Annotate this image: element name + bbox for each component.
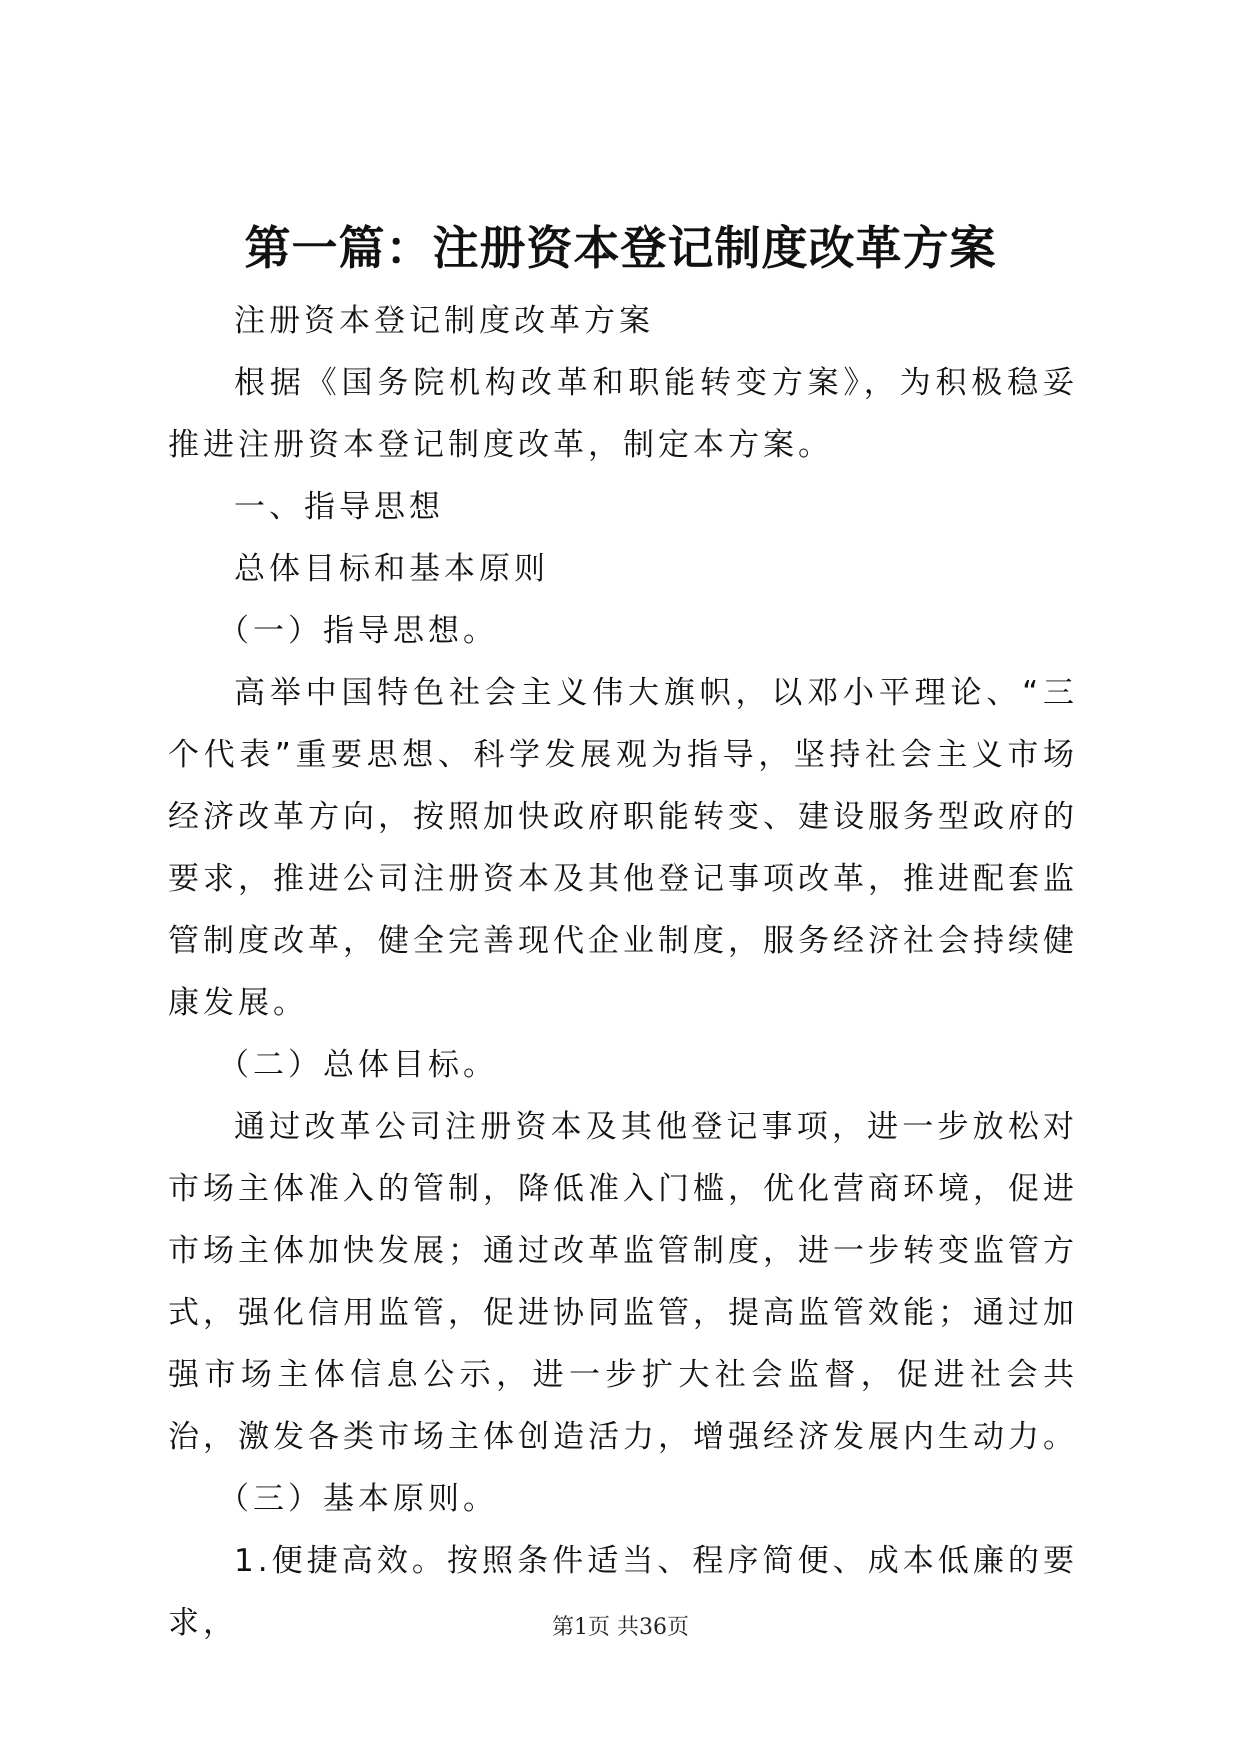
- paragraph-principle-1: 1.便捷高效。按照条件适当、程序简便、成本低廉的要求，: [168, 1543, 1078, 1641]
- page-number-footer: [0, 1610, 1241, 1641]
- paragraph-intro: 根据《国务院机构改革和职能转变方案》，为积极稳妥推进注册资本登记制度改革，制定本方案。: [168, 365, 1078, 463]
- paragraph-guiding-thought: 高举中国特色社会主义伟大旗帜，以邓小平理论、“三个代表”重要思想、科学发展观为指导，坚持社会主义市场经济改革方向，按照加快政府职能转变、建设服务型政府的要求，推进公司注册资本及其他登记事项改革，推进配套监管制度改革，健全完善现代企业制度，服务经济社会持续健康发展。: [168, 675, 1078, 1021]
- paragraph-subtitle: 注册资本登记制度改革方案: [234, 303, 654, 339]
- section-heading-1: 一、指导思想: [234, 489, 444, 525]
- document-title: 第一篇：注册资本登记制度改革方案: [244, 221, 997, 275]
- page-number-label: 第1页 共36页: [552, 1615, 689, 1640]
- section-heading-goals: 总体目标和基本原则: [234, 551, 549, 587]
- subsection-heading-1: （一）指导思想。: [218, 613, 498, 649]
- subsection-heading-3: （三）基本原则。: [218, 1481, 498, 1517]
- paragraph-overall-goal: 通过改革公司注册资本及其他登记事项，进一步放松对市场主体准入的管制，降低准入门槛，优化营商环境，促进市场主体加快发展；通过改革监管制度，进一步转变监管方式，强化信用监管，促进协同监管，提高监管效能；通过加强市场主体信息公示，进一步扩大社会监督，促进社会共治，激发各类市场主体创造活力，增强经济发展内生动力。: [168, 1109, 1078, 1455]
- subsection-heading-2: （二）总体目标。: [218, 1047, 498, 1083]
- document-body: [168, 290, 1078, 1654]
